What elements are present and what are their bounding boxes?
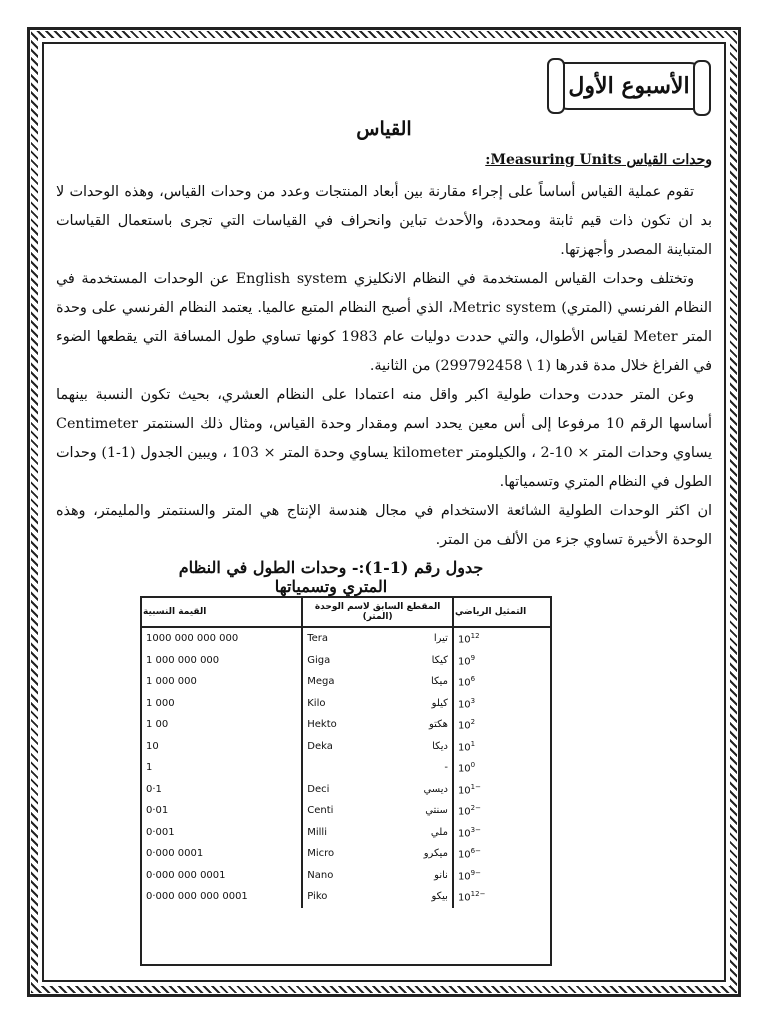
ratio-cell: 0·1 (146, 783, 162, 795)
prefix-ar: سنتي (425, 805, 448, 817)
prefix-cell (302, 650, 453, 672)
table-row (142, 822, 550, 844)
paragraph: تقوم عملية القياس أساساً على إجراء مقارنة بين أبعاد المنتجات وعدد من وحدات القياس، وهذه الوحدات لا بد ان تكون ذات قيم ثابتة ومحددة، والأحدث تباين وانحراف في القياسات التي تجرى باستعمال القياسات المتباينة المصدر وأجهزتها. (56, 184, 712, 258)
power-base: 10 (457, 677, 471, 689)
prefix-en: Kilo (307, 697, 326, 709)
power-cell (453, 671, 550, 693)
ratio-cell: 10 (146, 740, 159, 752)
table-row (142, 843, 550, 865)
prefix-cell (302, 800, 453, 822)
prefix-en: Piko (307, 891, 328, 903)
power-cell (453, 886, 550, 908)
power-cell (453, 800, 550, 822)
page-title: القياس (356, 118, 412, 140)
table-row (142, 650, 550, 672)
prefix-cell (302, 757, 453, 779)
power-exponent: 6− (470, 847, 481, 856)
power-cell (453, 865, 550, 887)
prefix-ar: تيرا (433, 633, 448, 645)
prefix-en: Mega (307, 676, 335, 688)
header-power: التمثيل الرياضي (453, 598, 550, 627)
prefix-ar: ميكا (430, 676, 448, 688)
prefix-cell (302, 693, 453, 715)
power-base: 10 (457, 655, 471, 667)
prefix-cell (302, 627, 453, 650)
power-base: 10 (457, 870, 471, 882)
power-exponent: 12 (470, 632, 480, 641)
ratio-cell: 1 (146, 762, 153, 774)
table-row (142, 627, 550, 650)
prefix-ar: كيكا (431, 654, 448, 666)
prefix-cell (302, 822, 453, 844)
power-exponent: 3 (470, 696, 476, 705)
power-base: 10 (457, 634, 471, 646)
prefix-cell (302, 671, 453, 693)
week-badge (554, 62, 704, 110)
power-cell (453, 650, 550, 672)
prefix-en: Deka (307, 740, 333, 752)
table-row (142, 757, 550, 779)
power-base: 10 (457, 849, 471, 861)
prefix-ar: ديسي (423, 783, 448, 795)
ratio-cell: 0·000 0001 (146, 848, 204, 860)
document-page (56, 56, 712, 976)
power-cell (453, 627, 550, 650)
power-cell (453, 843, 550, 865)
table-row (142, 693, 550, 715)
prefix-ar: كيلو (431, 697, 448, 709)
table-row (142, 736, 550, 758)
paragraph: ان اكثر الوحدات الطولية الشائعة الاستخدام في مجال هندسة الإنتاج هي المتر والسنتمتر والمليمتر، وهذه الوحدة الأخيرة تساوي جزء من الألف من المتر. (56, 503, 712, 548)
ratio-cell: 0·000 000 000 0001 (146, 891, 248, 903)
prefix-cell (302, 714, 453, 736)
prefix-cell (302, 886, 453, 908)
prefix-ar: ميكرو (423, 848, 448, 860)
ratio-cell: 0·001 (146, 826, 175, 838)
power-cell (453, 736, 550, 758)
header-prefix: المقطع السابق لاسم الوحدة (المتر) (302, 598, 453, 627)
table-row (142, 886, 550, 908)
prefix-cell (302, 865, 453, 887)
power-cell (453, 779, 550, 801)
week-badge-label: الأسبوع الأول (568, 73, 690, 99)
prefix-ar: هكتو (428, 719, 448, 731)
prefix-en: Hekto (307, 719, 337, 731)
power-cell (453, 714, 550, 736)
ratio-cell: 1 000 000 (146, 676, 197, 688)
power-exponent: 6 (470, 675, 476, 684)
prefix-en: Micro (307, 848, 335, 860)
ratio-cell: 1 000 000 000 (146, 654, 220, 666)
paragraph: وعن المتر حددت وحدات طولية اكبر واقل منه اعتمادا على النظام العشري، بحيث تكون النسبة بينهما أساسها الرقم 10 مرفوعا إلى أس معين يحدد اسم ومقدار وحدة القياس، ومثال ذلك السنتمتر Centimeter يساوي وحدات المتر × 10-2 ، والكيلومتر kilometer يساوي وحدة المتر × 103 ، ويبين الجدول (1-1) وحدات الطول في النظام المتري وتسمياتها. (56, 387, 713, 490)
prefix-ar: نانو (434, 869, 448, 881)
paragraph: وتختلف وحدات القياس المستخدمة في النظام الانكليزي English system عن الوحدات المستخدمة في النظام الفرنسي (المتري) Metric system، الذي أصبح النظام المتبع عالميا. يعتمد النظام الفرنسي على وحدة المتر Meter لقياس الأطوال، والتي حددت دوليات عام 1983 كونها تساوي طول المسافة التي يقطعها الضوء في الفراغ خلال مدة قدرها (1 \ 299792458) من الثانية. (56, 271, 712, 374)
power-base: 10 (457, 892, 471, 904)
prefix-cell (302, 843, 453, 865)
ratio-cell: 0·000 000 0001 (146, 869, 226, 881)
body-text (56, 178, 712, 555)
table-row (142, 779, 550, 801)
prefix-en: Tera (307, 633, 329, 645)
prefix-ar: ديكا (432, 740, 448, 752)
power-exponent: 2 (470, 718, 476, 727)
power-cell (453, 822, 550, 844)
table-row (142, 714, 550, 736)
prefix-en: Centi (307, 805, 334, 817)
power-base: 10 (457, 698, 471, 710)
section-heading: وحدات القياس Measuring Units: (485, 152, 712, 168)
ratio-cell: 1 00 (146, 719, 169, 731)
power-base: 10 (457, 827, 471, 839)
prefix-en: Nano (307, 869, 334, 881)
table-row (142, 671, 550, 693)
table-row (142, 800, 550, 822)
ratio-cell: 1 000 (146, 697, 175, 709)
header-ratio: القيمة النسبية (142, 598, 302, 627)
power-exponent: 1 (470, 739, 476, 748)
power-cell (453, 693, 550, 715)
power-exponent: 2− (470, 804, 481, 813)
units-table (140, 596, 552, 966)
table-row (142, 865, 550, 887)
power-base: 10 (457, 720, 471, 732)
power-exponent: 1− (470, 782, 481, 791)
ratio-cell: 0·01 (146, 805, 169, 817)
prefix-en: Giga (307, 654, 331, 666)
power-cell (453, 757, 550, 779)
prefix-ar: - (444, 762, 448, 774)
power-exponent: 0 (470, 761, 476, 770)
power-exponent: 9 (470, 653, 476, 662)
power-base: 10 (457, 741, 471, 753)
ratio-cell: 1000 000 000 000 (146, 633, 239, 645)
table-caption: جدول رقم (1-1):- وحدات الطول في النظام المتري وتسمياتها (178, 558, 484, 596)
prefix-cell (302, 736, 453, 758)
power-exponent: 12− (470, 890, 486, 899)
prefix-cell (302, 779, 453, 801)
power-exponent: 3− (470, 825, 481, 834)
prefix-ar: بيكو (431, 891, 448, 903)
prefix-en: Deci (307, 783, 330, 795)
power-base: 10 (457, 763, 471, 775)
power-base: 10 (457, 784, 471, 796)
prefix-en: Milli (307, 826, 327, 838)
power-exponent: 9− (470, 868, 481, 877)
power-base: 10 (457, 806, 471, 818)
prefix-ar: ملي (430, 826, 448, 838)
